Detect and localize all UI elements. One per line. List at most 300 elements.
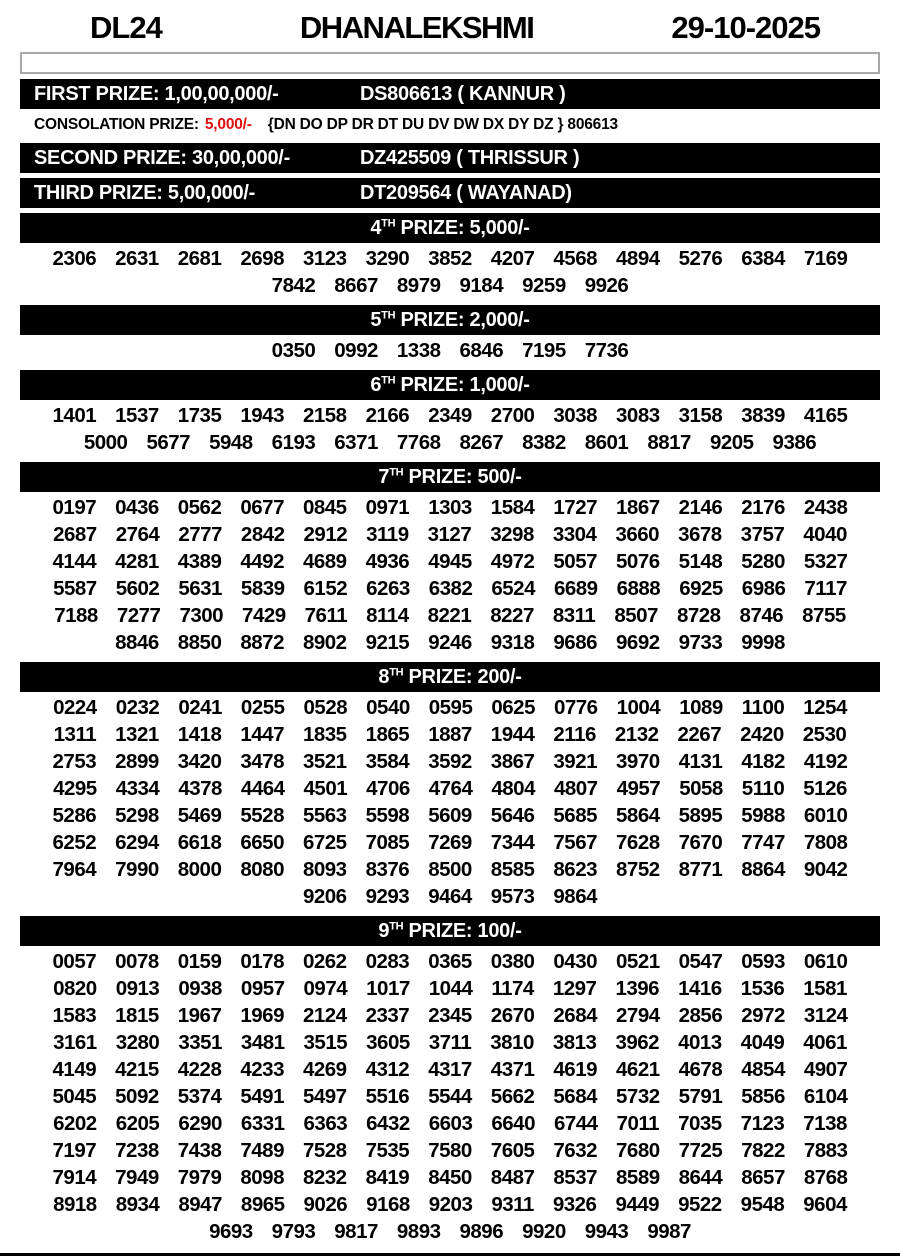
ticket-number: 6290: [178, 1112, 222, 1135]
ticket-number: 7736: [584, 339, 629, 362]
number-row: [0, 856, 900, 883]
number-row: [0, 272, 900, 299]
ticket-number: 4804: [491, 777, 535, 800]
ticket-number: 0776: [553, 696, 598, 719]
number-row: [0, 883, 900, 910]
ticket-number: 4334: [115, 777, 160, 800]
ticket-number: 5298: [115, 804, 159, 827]
ticket-number: 1727: [553, 496, 598, 519]
ticket-number: 5602: [115, 577, 160, 600]
ticket-number: 7197: [52, 1139, 97, 1162]
ticket-number: 3481: [240, 1031, 285, 1054]
ticket-number: 2420: [740, 723, 784, 746]
ticket-number: 2972: [741, 1004, 785, 1027]
ticket-number: 9026: [303, 1193, 348, 1216]
page-header: [0, 0, 900, 50]
ticket-number: 7883: [803, 1139, 848, 1162]
ticket-number: 4228: [177, 1058, 222, 1081]
ticket-number: 5791: [678, 1085, 723, 1108]
ticket-number: 1416: [678, 977, 722, 1000]
ticket-number: 9864: [553, 885, 598, 908]
second-prize-winner: DZ425509 ( THRISSUR ): [360, 146, 580, 169]
ticket-number: 4807: [553, 777, 598, 800]
ticket-number: 3161: [53, 1031, 97, 1054]
ticket-number: 9926: [584, 274, 629, 297]
ticket-number: 1865: [365, 723, 410, 746]
ticket-number: 6986: [741, 577, 786, 600]
ticket-number: 7949: [115, 1166, 159, 1189]
number-row: [0, 1056, 900, 1083]
ticket-number: 6744: [553, 1112, 598, 1135]
ticket-number: 7990: [115, 858, 159, 881]
number-row: [0, 402, 900, 429]
ticket-number: 0262: [302, 950, 347, 973]
ticket-number: 5609: [428, 804, 472, 827]
ticket-number: 0283: [365, 950, 410, 973]
ticket-number: 3962: [615, 1031, 660, 1054]
ticket-number: 7123: [740, 1112, 785, 1135]
ticket-number: 0677: [240, 496, 284, 519]
ticket-number: 9733: [678, 631, 723, 654]
ticket-number: 9893: [396, 1220, 441, 1243]
ticket-number: 5856: [741, 1085, 785, 1108]
ticket-number: 0957: [240, 977, 285, 1000]
ticket-number: 2794: [616, 1004, 660, 1027]
ticket-number: 3127: [427, 523, 472, 546]
ticket-number: 1044: [428, 977, 473, 1000]
ticket-number: 6010: [803, 804, 848, 827]
ticket-number: 9693: [209, 1220, 253, 1243]
ticket-number: 5839: [240, 577, 285, 600]
ticket-number: 8487: [490, 1166, 535, 1189]
ticket-number: 3351: [178, 1031, 222, 1054]
ticket-number: 0241: [178, 696, 222, 719]
ticket-number: 7611: [304, 604, 348, 627]
ticket-number: 9203: [428, 1193, 473, 1216]
ticket-number: 9215: [365, 631, 410, 654]
numbers-4th-prize: [0, 243, 900, 300]
ticket-number: 0436: [115, 496, 159, 519]
ticket-number: 4215: [115, 1058, 159, 1081]
ticket-number: 3921: [553, 750, 598, 773]
ticket-number: 4317: [428, 1058, 472, 1081]
ticket-number: 2345: [428, 1004, 472, 1027]
ticket-number: 9326: [552, 1193, 597, 1216]
first-prize-bar: [20, 79, 880, 109]
ticket-number: 4621: [616, 1058, 660, 1081]
ticket-number: 6618: [177, 831, 222, 854]
ticket-number: 4378: [178, 777, 222, 800]
ticket-number: 2687: [53, 523, 97, 546]
ticket-number: 5528: [240, 804, 284, 827]
ticket-number: 8746: [739, 604, 784, 627]
ticket-number: 6432: [366, 1112, 410, 1135]
ticket-number: 8080: [240, 858, 284, 881]
ticket-number: 0845: [302, 496, 347, 519]
numbers-6th-prize: [0, 400, 900, 457]
ticket-number: 6363: [303, 1112, 348, 1135]
number-row: [0, 1164, 900, 1191]
ticket-number: 3839: [741, 404, 785, 427]
ticket-number: 8601: [584, 431, 629, 454]
ticket-number: 2438: [803, 496, 848, 519]
ticket-number: 1867: [616, 496, 660, 519]
ticket-number: 8232: [302, 1166, 347, 1189]
ticket-number: 4678: [678, 1058, 723, 1081]
ticket-number: 1311: [53, 723, 97, 746]
ticket-number: 7680: [616, 1139, 660, 1162]
number-row: [0, 694, 900, 721]
ticket-number: 7138: [803, 1112, 847, 1135]
ticket-number: 4040: [803, 523, 847, 546]
ticket-number: 4501: [303, 777, 348, 800]
section-title: 6TH PRIZE: 1,000/-: [370, 373, 530, 396]
number-row: [0, 575, 900, 602]
ticket-number: 5563: [302, 804, 347, 827]
ticket-number: 8644: [678, 1166, 723, 1189]
ticket-number: 7438: [177, 1139, 222, 1162]
number-row: [0, 948, 900, 975]
ticket-number: 9449: [615, 1193, 660, 1216]
ticket-number: 9205: [709, 431, 754, 454]
ticket-number: 7914: [52, 1166, 97, 1189]
ticket-number: 9259: [522, 274, 566, 297]
ticket-number: 1321: [115, 723, 159, 746]
number-row: [0, 1002, 900, 1029]
ticket-number: 9168: [366, 1193, 410, 1216]
ticket-number: 7535: [365, 1139, 410, 1162]
ticket-number: 6888: [616, 577, 661, 600]
ticket-number: 3711: [428, 1031, 472, 1054]
ticket-number: 7842: [271, 274, 316, 297]
ticket-number: 0430: [553, 950, 598, 973]
ticket-number: 5684: [553, 1085, 598, 1108]
ticket-number: 4945: [428, 550, 472, 573]
ticket-number: 9604: [803, 1193, 847, 1216]
third-prize-bar: [20, 178, 880, 208]
ticket-number: 4854: [741, 1058, 785, 1081]
lottery-name: DHANALEKSHMI: [299, 10, 534, 45]
ticket-number: 4619: [553, 1058, 598, 1081]
ticket-number: 2684: [553, 1004, 598, 1027]
ticket-number: 1303: [428, 496, 472, 519]
ticket-number: 3515: [303, 1031, 348, 1054]
ticket-number: 4192: [803, 750, 848, 773]
ticket-number: 6650: [240, 831, 284, 854]
ticket-number: 2337: [365, 1004, 410, 1027]
ticket-number: 0625: [491, 696, 535, 719]
ticket-number: 4907: [803, 1058, 848, 1081]
ticket-number: 0255: [240, 696, 285, 719]
ticket-number: 1100: [741, 696, 785, 719]
numbers-5th-prize: [0, 335, 900, 365]
ticket-number: 1338: [396, 339, 441, 362]
ticket-number: 3420: [177, 750, 222, 773]
ticket-number: 5469: [177, 804, 222, 827]
ticket-number: 0974: [303, 977, 348, 1000]
blank-input-box[interactable]: [20, 52, 880, 74]
ticket-number: 8623: [553, 858, 598, 881]
ticket-number: 5662: [490, 1085, 535, 1108]
ticket-number: 6193: [271, 431, 316, 454]
ticket-number: 5598: [365, 804, 410, 827]
ticket-number: 7725: [678, 1139, 723, 1162]
ticket-number: 8755: [802, 604, 846, 627]
ticket-number: 4013: [678, 1031, 722, 1054]
ticket-number: 5685: [553, 804, 598, 827]
ticket-number: 7277: [116, 604, 161, 627]
first-prize-winner: DS806613 ( KANNUR ): [360, 82, 566, 105]
number-row: [0, 429, 900, 456]
ticket-number: 9464: [428, 885, 472, 908]
ticket-number: 3038: [553, 404, 598, 427]
ticket-number: 5988: [741, 804, 785, 827]
ticket-number: 3290: [365, 247, 410, 270]
ticket-number: 8507: [614, 604, 658, 627]
ticket-number: 5948: [209, 431, 253, 454]
ticket-number: 0057: [52, 950, 97, 973]
ticket-number: 2700: [490, 404, 535, 427]
ticket-number: 9793: [271, 1220, 316, 1243]
numbers-9th-prize: [0, 946, 900, 1246]
ticket-number: 3660: [615, 523, 660, 546]
number-row: [0, 802, 900, 829]
ticket-number: 4281: [115, 550, 159, 573]
ticket-number: 7188: [54, 604, 98, 627]
consolation-prize-row: [20, 112, 880, 138]
ticket-number: 8979: [396, 274, 441, 297]
section-title: 8TH PRIZE: 200/-: [378, 665, 522, 688]
ticket-number: 7344: [490, 831, 535, 854]
ticket-number: 7605: [490, 1139, 535, 1162]
ticket-number: 7238: [115, 1139, 159, 1162]
ticket-number: 4131: [678, 750, 723, 773]
ticket-number: 5076: [616, 550, 660, 573]
ticket-number: 8382: [522, 431, 566, 454]
ticket-number: 0540: [366, 696, 410, 719]
ticket-number: 6104: [803, 1085, 848, 1108]
ticket-number: 3970: [616, 750, 660, 773]
ticket-number: 0224: [53, 696, 97, 719]
ticket-number: 4295: [53, 777, 97, 800]
ticket-number: 7768: [396, 431, 441, 454]
ticket-number: 7964: [52, 858, 97, 881]
ticket-number: 6689: [553, 577, 598, 600]
ticket-number: 8872: [240, 631, 284, 654]
ticket-number: 4492: [240, 550, 284, 573]
number-row: [0, 975, 900, 1002]
ticket-number: 5677: [146, 431, 191, 454]
ticket-number: 3867: [490, 750, 535, 773]
number-row: [0, 1191, 900, 1218]
ticket-number: 3123: [302, 247, 347, 270]
ticket-number: 5587: [53, 577, 97, 600]
ticket-number: 9943: [584, 1220, 629, 1243]
ticket-number: 2124: [302, 1004, 347, 1027]
ticket-number: 6202: [53, 1112, 97, 1135]
ticket-number: 0365: [428, 950, 472, 973]
ticket-number: 8537: [553, 1166, 598, 1189]
ticket-number: 2681: [177, 247, 222, 270]
ticket-number: 0971: [365, 496, 410, 519]
ticket-number: 0178: [240, 950, 284, 973]
ticket-number: 1584: [490, 496, 535, 519]
ticket-number: 4165: [803, 404, 848, 427]
ticket-number: 8585: [490, 858, 535, 881]
number-row: [0, 721, 900, 748]
ticket-number: 2631: [115, 247, 159, 270]
ticket-number: 6152: [303, 577, 348, 600]
ticket-number: 4936: [365, 550, 410, 573]
ticket-number: 2166: [365, 404, 410, 427]
ticket-number: 6252: [52, 831, 97, 854]
number-row: [0, 1218, 900, 1245]
ticket-number: 8864: [741, 858, 785, 881]
ticket-number: 2842: [240, 523, 285, 546]
number-row: [0, 1083, 900, 1110]
ticket-number: 6603: [428, 1112, 473, 1135]
ticket-number: 8817: [647, 431, 691, 454]
ticket-number: 6925: [679, 577, 723, 600]
section-header-8th-prize: [20, 662, 880, 692]
ticket-number: 2146: [678, 496, 723, 519]
ticket-number: 9206: [302, 885, 347, 908]
ticket-number: 3584: [365, 750, 410, 773]
ticket-number: 7632: [553, 1139, 598, 1162]
ticket-number: 9293: [365, 885, 410, 908]
ticket-number: 2349: [428, 404, 472, 427]
ticket-number: 1969: [240, 1004, 284, 1027]
ticket-number: 5497: [302, 1085, 347, 1108]
ticket-number: 4233: [240, 1058, 284, 1081]
ticket-number: 1017: [366, 977, 410, 1000]
ticket-number: 7822: [741, 1139, 785, 1162]
ticket-number: 6331: [240, 1112, 285, 1135]
draw-date: 29-10-2025: [671, 10, 820, 45]
ticket-number: 1944: [490, 723, 535, 746]
ticket-number: 1536: [740, 977, 785, 1000]
ticket-number: 6384: [741, 247, 785, 270]
ticket-number: 5646: [490, 804, 535, 827]
ticket-number: 5732: [616, 1085, 660, 1108]
ticket-number: 0593: [741, 950, 785, 973]
ticket-number: 7808: [803, 831, 848, 854]
ticket-number: 4371: [490, 1058, 535, 1081]
ticket-number: 0197: [52, 496, 97, 519]
section-header-7th-prize: [20, 462, 880, 492]
ticket-number: 6205: [115, 1112, 160, 1135]
ticket-number: 2116: [553, 723, 596, 746]
ticket-number: 1835: [302, 723, 347, 746]
number-row: [0, 1029, 900, 1056]
number-row: [0, 775, 900, 802]
ticket-number: 5126: [803, 777, 847, 800]
ticket-number: 2176: [741, 496, 785, 519]
ticket-number: 0232: [115, 696, 160, 719]
ticket-number: 0521: [616, 950, 660, 973]
ticket-number: 6371: [334, 431, 378, 454]
ticket-number: 4269: [302, 1058, 347, 1081]
ticket-number: 7011: [616, 1112, 660, 1135]
ticket-number: 1396: [615, 977, 660, 1000]
number-row: [0, 602, 900, 629]
ticket-number: 0528: [303, 696, 348, 719]
ticket-number: 7035: [678, 1112, 722, 1135]
ticket-number: 2267: [677, 723, 722, 746]
ticket-number: 9042: [803, 858, 848, 881]
ticket-number: 5631: [178, 577, 222, 600]
ticket-number: 8657: [741, 1166, 785, 1189]
ticket-number: 9318: [490, 631, 535, 654]
ticket-number: 5544: [428, 1085, 472, 1108]
ticket-number: 2132: [614, 723, 659, 746]
ticket-number: 5057: [553, 550, 598, 573]
ticket-number: 8500: [428, 858, 472, 881]
ticket-number: 4144: [52, 550, 97, 573]
ticket-number: 5286: [52, 804, 97, 827]
ticket-number: 5374: [177, 1085, 222, 1108]
ticket-number: 4689: [302, 550, 347, 573]
number-row: [0, 494, 900, 521]
ticket-number: 8902: [302, 631, 347, 654]
number-row: [0, 829, 900, 856]
ticket-number: 8221: [427, 604, 472, 627]
ticket-number: 1735: [177, 404, 222, 427]
number-row: [0, 521, 900, 548]
ticket-number: 9692: [616, 631, 660, 654]
ticket-number: 0992: [334, 339, 378, 362]
ticket-number: 6640: [491, 1112, 535, 1135]
ticket-number: 2670: [490, 1004, 535, 1027]
ticket-number: 0610: [803, 950, 848, 973]
ticket-number: 8965: [240, 1193, 285, 1216]
ticket-number: 4706: [366, 777, 410, 800]
ticket-number: 4049: [740, 1031, 785, 1054]
ticket-number: 3605: [366, 1031, 410, 1054]
ticket-number: 3119: [366, 523, 409, 546]
ticket-number: 0547: [678, 950, 723, 973]
ticket-number: 1887: [428, 723, 472, 746]
ticket-number: 1447: [240, 723, 284, 746]
ticket-number: 7269: [428, 831, 472, 854]
ticket-number: 8667: [334, 274, 378, 297]
ticket-number: 8589: [616, 1166, 660, 1189]
ticket-number: 1581: [803, 977, 847, 1000]
ticket-number: 5058: [679, 777, 723, 800]
ticket-number: 8376: [365, 858, 410, 881]
section-header-6th-prize: [20, 370, 880, 400]
ticket-number: 9998: [741, 631, 785, 654]
ticket-number: 8419: [365, 1166, 410, 1189]
ticket-number: 2764: [115, 523, 160, 546]
number-row: [0, 245, 900, 272]
number-row: [0, 1137, 900, 1164]
ticket-number: 1297: [552, 977, 597, 1000]
number-row: [0, 629, 900, 656]
section-header-5th-prize: [20, 305, 880, 335]
ticket-number: 1418: [177, 723, 222, 746]
ticket-number: 1401: [52, 404, 97, 427]
ticket-number: 9386: [772, 431, 817, 454]
ticket-number: 9548: [740, 1193, 785, 1216]
ticket-number: 8000: [177, 858, 222, 881]
ticket-number: 1583: [52, 1004, 97, 1027]
ticket-number: 3521: [302, 750, 347, 773]
ticket-number: 0078: [115, 950, 159, 973]
ticket-number: 4894: [616, 247, 660, 270]
ticket-number: 6263: [366, 577, 410, 600]
second-prize-bar: [20, 143, 880, 173]
